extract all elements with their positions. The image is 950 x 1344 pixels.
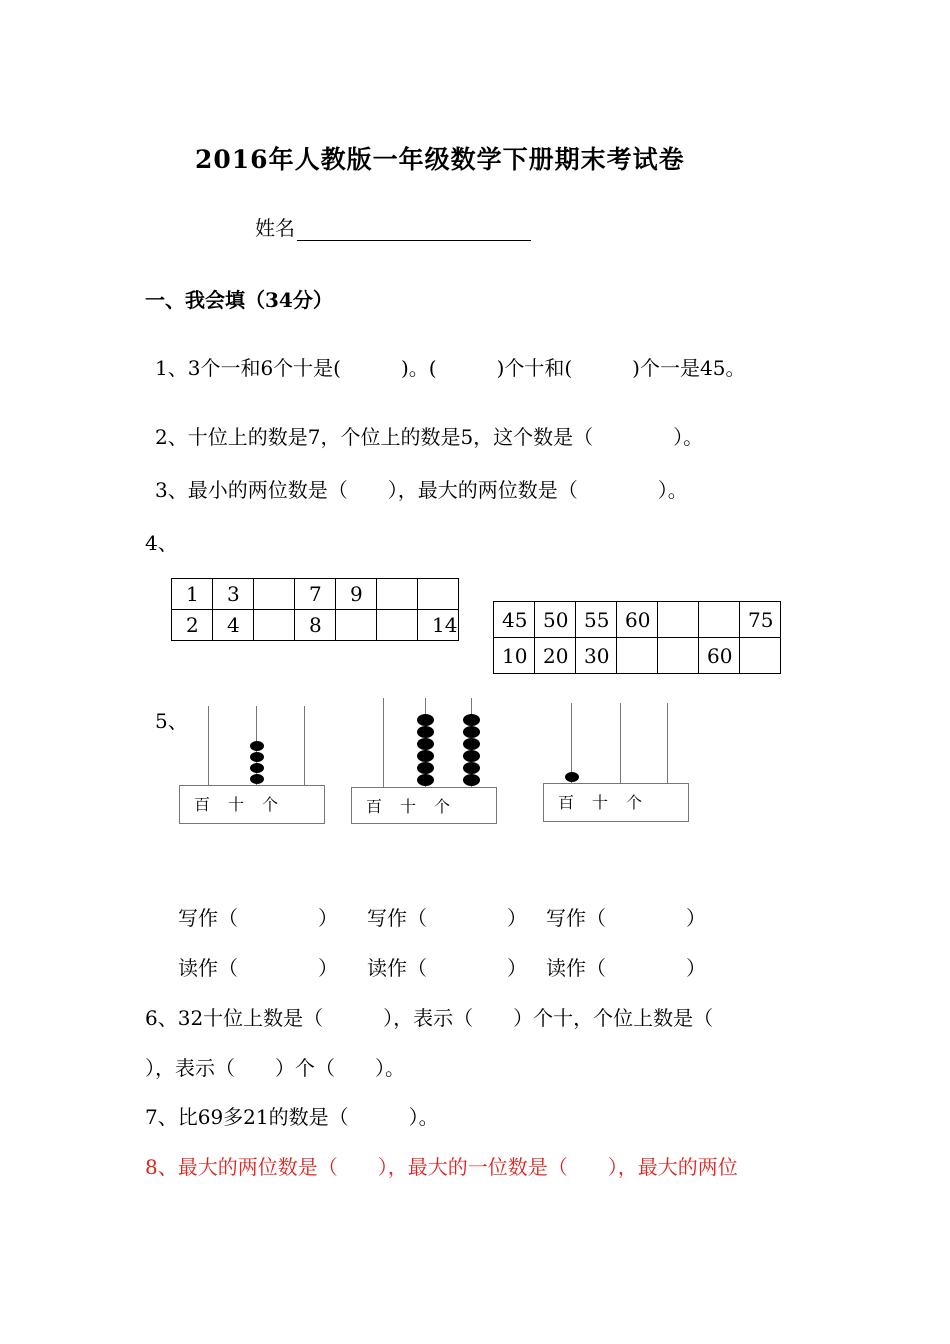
table-cell: 45 bbox=[494, 602, 535, 638]
table-row bbox=[172, 610, 459, 641]
table-cell: 2 bbox=[172, 610, 213, 641]
abacus-rod-hundreds bbox=[208, 706, 209, 786]
table-cell: 1 bbox=[172, 579, 213, 610]
abacus-base bbox=[543, 783, 689, 822]
abacus-bead-tens bbox=[250, 774, 264, 784]
table-row bbox=[494, 602, 781, 638]
abacus-base bbox=[179, 785, 325, 824]
question-6-line-2: ），表示（ ）个（ ）。 bbox=[145, 1056, 405, 1080]
table-cell: 30 bbox=[576, 638, 617, 674]
table-cell: 9 bbox=[336, 579, 377, 610]
table-cell: 4 bbox=[213, 610, 254, 641]
abacus-bead-tens bbox=[250, 752, 264, 762]
read-answer-2: 读作（ ） bbox=[367, 956, 527, 980]
abacus-bead-tens bbox=[250, 741, 264, 751]
table-cell: 20 bbox=[535, 638, 576, 674]
name-blank[interactable] bbox=[297, 218, 531, 241]
label-ones: 个 bbox=[626, 793, 643, 812]
table-row bbox=[494, 638, 781, 674]
table-row bbox=[172, 579, 459, 610]
label-hundreds: 百 bbox=[366, 797, 383, 816]
abacus-bead-tens bbox=[250, 763, 264, 773]
table-cell[interactable] bbox=[699, 602, 740, 638]
label-tens: 十 bbox=[400, 797, 417, 816]
abacus-bead-tens bbox=[417, 774, 434, 786]
write-answer-3: 写作（ ） bbox=[546, 906, 706, 930]
table-cell[interactable] bbox=[658, 602, 699, 638]
abacus-rod-tens bbox=[620, 703, 621, 784]
abacus-bead-tens bbox=[417, 738, 434, 750]
abacus-bead-ones bbox=[463, 714, 480, 726]
name-row bbox=[255, 212, 531, 241]
table-cell: 55 bbox=[576, 602, 617, 638]
number-table-2 bbox=[493, 601, 781, 674]
table-cell[interactable] bbox=[254, 610, 295, 641]
table-cell[interactable] bbox=[617, 638, 658, 674]
label-hundreds: 百 bbox=[194, 795, 211, 814]
abacus-bead-ones bbox=[463, 750, 480, 762]
number-table-1 bbox=[171, 578, 459, 641]
question-5: 5、 bbox=[155, 709, 188, 733]
question-4: 4、 bbox=[145, 531, 178, 555]
table-cell: 14 bbox=[418, 610, 459, 641]
question-8: 8、最大的两位数是（ ），最大的一位数是（ ），最大的两位 bbox=[145, 1155, 738, 1179]
question-3: 3、最小的两位数是（ ），最大的两位数是（ ）。 bbox=[155, 478, 688, 502]
page-title: 2016年人教版一年级数学下册期末考试卷 bbox=[195, 145, 685, 174]
read-answer-3: 读作（ ） bbox=[546, 956, 706, 980]
abacus-rod-ones bbox=[304, 706, 305, 786]
label-tens: 十 bbox=[228, 795, 245, 814]
write-answer-2: 写作（ ） bbox=[367, 906, 527, 930]
table-cell[interactable] bbox=[658, 638, 699, 674]
table-cell[interactable] bbox=[377, 579, 418, 610]
section-heading: 一、我会填（34分） bbox=[145, 288, 333, 312]
table-cell: 8 bbox=[295, 610, 336, 641]
write-answer-1: 写作（ ） bbox=[178, 906, 338, 930]
abacus-rod-ones bbox=[667, 703, 668, 784]
question-1: 1、3个一和6个十是( )。( )个十和( )个一是45。 bbox=[155, 356, 746, 380]
read-answer-1: 读作（ ） bbox=[178, 956, 338, 980]
table-cell[interactable] bbox=[740, 638, 781, 674]
abacus-bead-tens bbox=[417, 750, 434, 762]
table-cell: 10 bbox=[494, 638, 535, 674]
table-cell: 3 bbox=[213, 579, 254, 610]
abacus-bead-tens bbox=[417, 726, 434, 738]
table-cell: 50 bbox=[535, 602, 576, 638]
name-label: 姓名 bbox=[255, 216, 295, 240]
table-cell: 60 bbox=[699, 638, 740, 674]
label-hundreds: 百 bbox=[558, 793, 575, 812]
question-6-line-1: 6、32十位上数是（ ），表示（ ）个十，个位上数是（ bbox=[145, 1006, 714, 1030]
abacus-bead-tens bbox=[417, 714, 434, 726]
table-cell: 7 bbox=[295, 579, 336, 610]
question-7: 7、比69多21的数是（ ）。 bbox=[145, 1105, 439, 1129]
abacus-rod-hundreds bbox=[383, 698, 384, 788]
abacus-bead-hundreds bbox=[565, 772, 579, 782]
label-ones: 个 bbox=[434, 797, 451, 816]
abacus-bead-tens bbox=[417, 762, 434, 774]
abacus-bead-ones bbox=[463, 726, 480, 738]
label-tens: 十 bbox=[592, 793, 609, 812]
table-cell: 60 bbox=[617, 602, 658, 638]
abacus-bead-ones bbox=[463, 738, 480, 750]
table-cell[interactable] bbox=[254, 579, 295, 610]
abacus-bead-ones bbox=[463, 762, 480, 774]
table-cell[interactable] bbox=[377, 610, 418, 641]
abacus-bead-ones bbox=[463, 774, 480, 786]
table-cell[interactable] bbox=[418, 579, 459, 610]
label-ones: 个 bbox=[262, 795, 279, 814]
abacus-base bbox=[351, 787, 497, 824]
table-cell[interactable] bbox=[336, 610, 377, 641]
table-cell: 75 bbox=[740, 602, 781, 638]
question-2: 2、十位上的数是7，个位上的数是5，这个数是（ ）。 bbox=[155, 425, 704, 449]
